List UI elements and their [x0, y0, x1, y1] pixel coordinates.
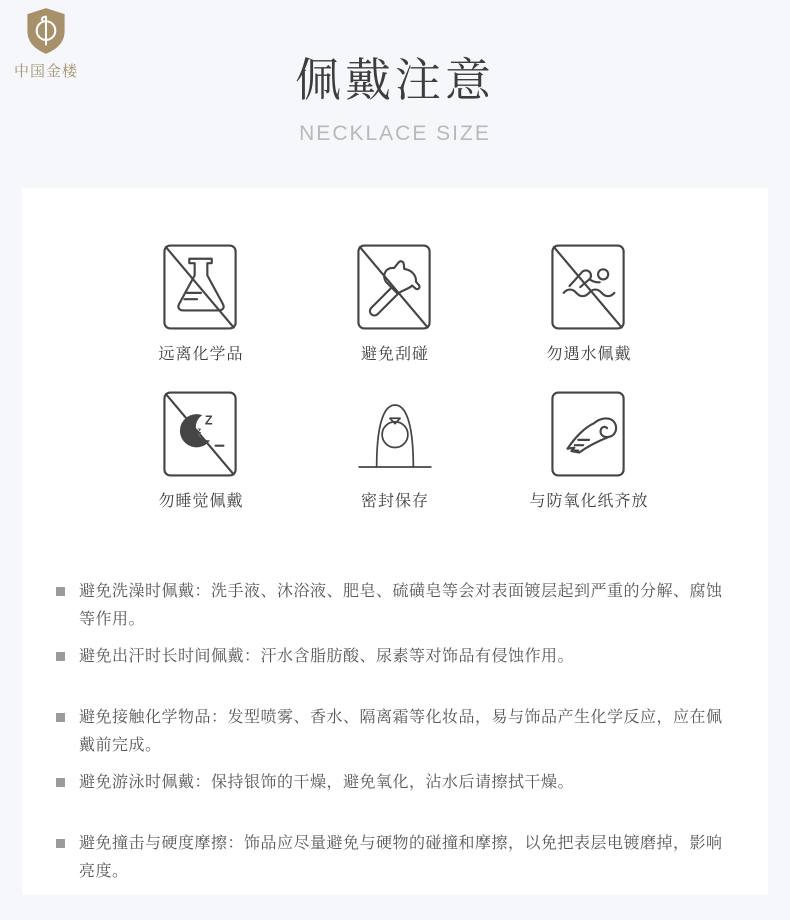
- care-icon-label: 避免刮碰: [360, 346, 429, 363]
- sealed-storage-icon: [356, 390, 434, 480]
- no-chemicals-icon: [162, 243, 240, 333]
- bullet-square-icon: [56, 587, 65, 596]
- note-text: 避免撞击与硬度摩擦：饰品应尽量避免与硬物的碰撞和摩擦，以免把表层电镀磨掉，影响亮度。: [79, 835, 723, 880]
- care-icon-label: 勿遇水佩戴: [546, 346, 632, 363]
- bullet-square-icon: [56, 713, 65, 722]
- no-sleep-icon: [162, 390, 240, 480]
- care-icon-cell-no-water: [492, 243, 686, 364]
- note-item: [56, 704, 728, 760]
- care-icon-cell-sealed-storage: [298, 390, 492, 511]
- care-icon-label: 远离化学品: [158, 346, 244, 363]
- page-subtitle: NECKLACE SIZE: [299, 122, 491, 145]
- page-header: [0, 44, 790, 146]
- care-note-list: [56, 578, 728, 895]
- content-card: [22, 188, 768, 895]
- note-item: [56, 769, 728, 797]
- svg-text:Z: Z: [204, 413, 213, 428]
- bullet-square-icon: [56, 652, 65, 661]
- no-scratch-icon: [356, 243, 434, 333]
- care-icon-grid: [104, 243, 686, 511]
- note-item: [56, 578, 728, 634]
- svg-text:z: z: [197, 426, 202, 436]
- page-title: 佩戴注意: [295, 54, 495, 106]
- anti-oxidation-paper-icon: [550, 390, 628, 480]
- note-text: 避免接触化学物品：发型喷雾、香水、隔离霜等化妆品，易与饰品产生化学反应，应在佩戴前完成。: [79, 709, 723, 754]
- care-icon-label: 密封保存: [360, 493, 429, 510]
- note-text: 避免洗澡时佩戴：洗手液、沐浴液、肥皂、硫磺皂等会对表面镀层起到严重的分解、腐蚀等作用。: [79, 583, 723, 628]
- care-icon-cell-no-chemicals: [104, 243, 298, 364]
- bullet-square-icon: [56, 839, 65, 848]
- care-icon-label: 勿睡觉佩戴: [158, 493, 244, 510]
- note-text: 避免游泳时佩戴：保持银饰的干燥，避免氧化，沾水后请擦拭干燥。: [79, 774, 575, 791]
- no-water-icon: [550, 243, 628, 333]
- note-item: [56, 643, 728, 671]
- care-icon-cell-anti-oxidation-paper: [492, 390, 686, 511]
- care-icon-cell-no-scratch: [298, 243, 492, 364]
- bullet-square-icon: [56, 778, 65, 787]
- note-text: 避免出汗时长时间佩戴：汗水含脂肪酸、尿素等对饰品有侵蚀作用。: [79, 648, 575, 665]
- note-item: [56, 830, 728, 886]
- brand-name: 中国金楼: [13, 63, 78, 80]
- care-icon-label: 与防氧化纸齐放: [529, 493, 649, 510]
- care-icon-cell-no-sleep: [104, 390, 298, 511]
